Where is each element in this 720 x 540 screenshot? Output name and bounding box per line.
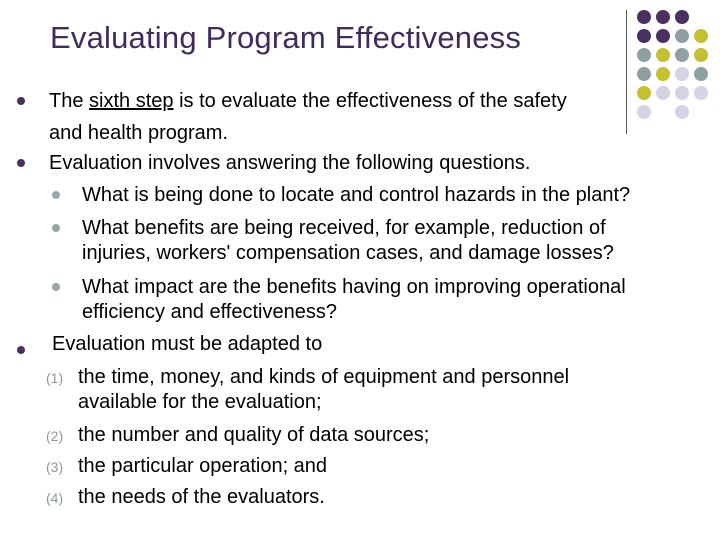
- decorative-dot: [694, 67, 708, 81]
- subitem-3-line-1: What impact are the benefits having on improving operational: [82, 276, 626, 298]
- decorative-dot: [656, 10, 670, 24]
- subitem-2-line-2: injuries, workers' compensation cases, and damage losses?: [82, 242, 614, 264]
- sub-bullet-3: [52, 283, 60, 291]
- numbered-3-line-1: the particular operation; and: [78, 455, 328, 477]
- decorative-dot: [656, 86, 670, 100]
- decorative-dot: [656, 29, 670, 43]
- underlined-phrase: sixth step: [89, 90, 174, 112]
- subitem-2-line-1: What benefits are being received, for example, reduction of: [82, 217, 606, 239]
- decorative-dot: [694, 86, 708, 100]
- numbered-2-line-1: the number and quality of data sources;: [78, 424, 430, 446]
- decorative-dot: [675, 86, 689, 100]
- bullet-2: [17, 159, 25, 167]
- sub-bullet-2: [52, 224, 60, 232]
- slide-title: Evaluating Program Effectiveness: [50, 20, 522, 55]
- sub-bullet-1: [52, 191, 60, 199]
- numbered-1-line-2: available for the evaluation;: [78, 391, 322, 413]
- decorative-dot: [675, 10, 689, 24]
- item-3-text: Evaluation must be adapted to: [52, 333, 323, 355]
- subitem-3-line-2: efficiency and effectiveness?: [82, 301, 337, 323]
- item-2-text: Evaluation involves answering the following questions.: [49, 152, 531, 174]
- decorative-dot: [694, 48, 708, 62]
- decorative-dot-grid: [637, 10, 719, 120]
- numbered-marker-2: (2): [46, 428, 64, 444]
- bullet-3: [17, 346, 25, 354]
- decorative-dot: [675, 29, 689, 43]
- numbered-marker-1: (1): [46, 370, 64, 386]
- decorative-dot: [637, 67, 651, 81]
- decorative-dot: [637, 29, 651, 43]
- decorative-dot: [656, 48, 670, 62]
- decorative-dot: [656, 67, 670, 81]
- decorative-dot: [637, 10, 651, 24]
- decorative-dot: [675, 105, 689, 119]
- decorative-dot: [675, 67, 689, 81]
- bullet-1: [17, 97, 25, 105]
- numbered-marker-4: (4): [46, 490, 64, 506]
- divider-line: [626, 10, 627, 134]
- item-1-line-1: The sixth step is to evaluate the effectiveness of the safety: [49, 90, 567, 112]
- numbered-4-line-1: the needs of the evaluators.: [78, 486, 325, 508]
- decorative-dot: [637, 105, 651, 119]
- decorative-dot: [694, 29, 708, 43]
- subitem-1-line-1: What is being done to locate and control hazards in the plant?: [82, 184, 631, 206]
- decorative-dot: [675, 48, 689, 62]
- decorative-dot: [637, 86, 651, 100]
- numbered-marker-3: (3): [46, 459, 64, 475]
- decorative-dot: [637, 48, 651, 62]
- numbered-1-line-1: the time, money, and kinds of equipment and personnel: [78, 366, 570, 388]
- item-1-line-2: and health program.: [49, 122, 229, 144]
